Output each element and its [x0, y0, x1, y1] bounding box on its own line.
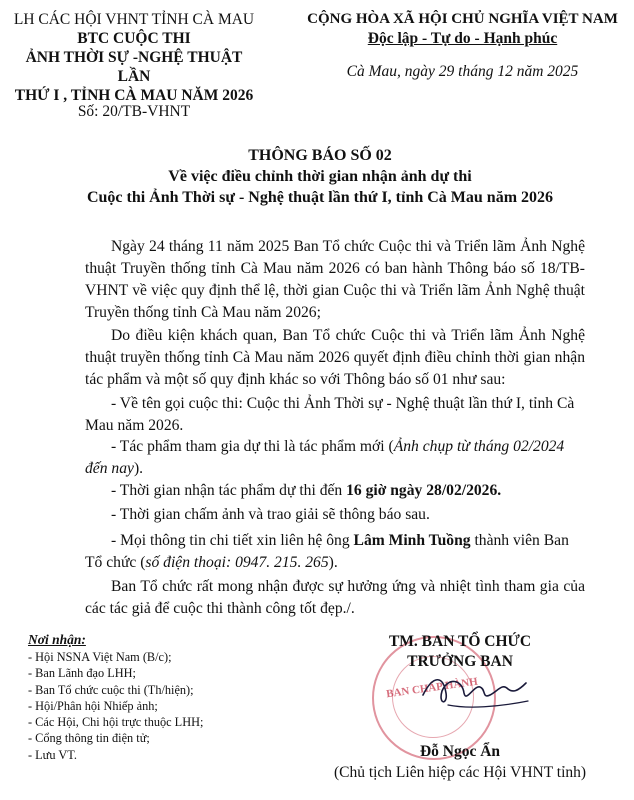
recipients-heading: Nơi nhận: [28, 632, 86, 647]
signature-block [340, 632, 580, 672]
item-judging: - Thời gian chấm ảnh và trao giải sẽ thông báo sau. [111, 506, 430, 523]
contact-phone: số điện thoại: 0947. 215. 265 [145, 554, 329, 571]
national-motto: Độc lập - Tự do - Hạnh phúc [367, 30, 558, 47]
recipient-item: - Lưu VT. [28, 747, 77, 762]
org-line-2: BTC CUỘC THI [77, 30, 191, 47]
item-eligible-works: - Tác phẩm tham gia dự thi là tác phẩm mới (Ảnh chụp từ tháng 02/2024 đến nay). [85, 438, 565, 477]
contact-name: Lâm Minh Tuồng [353, 532, 471, 549]
item-competition-name: - Về tên gọi cuộc thi: Cuộc thi Ảnh Thời sự - Nghệ thuật lần thứ I, tỉnh Cà Mau năm 2026. [85, 395, 575, 434]
eligible-period: Ảnh chụp từ tháng 02/2024 đến nay [85, 438, 565, 477]
item-contact: - Mọi thông tin chi tiết xin liên hệ ông Lâm Minh Tuồng thành viên Ban Tổ chức (số điện thoại: 0947. 215. 265). [85, 532, 569, 571]
org-line-3: ẢNH THỜI SỰ -NGHỆ THUẬT LẦN [25, 49, 243, 85]
recipient-item: - Hội NSNA Việt Nam (B/c); [28, 650, 172, 664]
signer-name: Đỗ Ngọc Ẩn [419, 743, 501, 760]
handwritten-signature [418, 665, 538, 715]
recipient-item: - Các Hội, Chi hội trực thuộc LHH; [28, 715, 204, 730]
document-number: Số: 20/TB-VHNT [77, 103, 191, 120]
document-title [40, 145, 600, 208]
recipient-item: - Hội/Phân hội Nhiếp ảnh; [28, 698, 158, 713]
national-title: CỘNG HÒA XÃ HỘI CHỦ NGHĨA VIỆT NAM [307, 11, 618, 27]
paragraph-2: Do điều kiện khách quan, Ban Tổ chức Cuộc thi và Triển lãm Ảnh Nghệ thuật truyền thống tỉnh Cà Mau năm 2026 quyết định điều chỉnh thời gian nhận tác phẩm và một số quy định khác so với Thông báo số 01 như sau: [85, 327, 585, 388]
recipient-item: - Ban Lãnh đạo LHH; [28, 666, 136, 681]
signature-title: TM. BAN TỔ CHỨC [388, 633, 532, 650]
document-date: Cà Mau, ngày 29 tháng 12 năm 2025 [346, 63, 579, 80]
org-line-1: LH CÁC HỘI VHNT TỈNH CÀ MAU [13, 11, 255, 28]
org-line-4: THỨ I , TỈNH CÀ MAU NĂM 2026 [14, 87, 254, 104]
item-submission-deadline: - Thời gian nhận tác phẩm dự thi đến 16 giờ ngày 28/02/2026. [111, 482, 502, 499]
recipient-item: - Cổng thông tin điện tử; [28, 731, 150, 746]
title-line-1: THÔNG BÁO SỐ 02 [248, 147, 392, 164]
signature-position: TRƯỞNG BAN [407, 653, 513, 670]
deadline: 16 giờ ngày 28/02/2026. [346, 482, 502, 499]
title-line-2: Về việc điều chỉnh thời gian nhận ảnh dự thi [168, 168, 472, 185]
title-line-3: Cuộc thi Ảnh Thời sự - Nghệ thuật lần thứ I, tỉnh Cà Mau năm 2026 [86, 189, 554, 206]
national-heading [295, 10, 630, 48]
recipient-item: - Ban Tổ chức cuộc thi (Th/hiện); [28, 682, 194, 697]
recipients-block [28, 632, 328, 763]
stamp-text: BAN CHẤP HÀNH [385, 675, 479, 701]
closing-paragraph: Ban Tổ chức rất mong nhận được sự hưởng ứng và nhiệt tình tham gia của các tác giả để cuộc thi thành công tốt đẹp./. [85, 578, 585, 617]
signer-role: (Chủ tịch Liên hiệp các Hội VHNT tỉnh) [333, 764, 587, 781]
paragraph-1: Ngày 24 tháng 11 năm 2025 Ban Tổ chức Cuộc thi và Triển lãm Ảnh Nghệ thuật Truyền thống tỉnh Cà Mau năm 2026 có ban hành Thông báo số 18/TB-VHNT về việc quy định thể lệ, thời gian Cuộc thi và Triển lãm Ảnh Nghệ thuật Truyền thống tỉnh Cà Mau năm 2026; [85, 238, 585, 321]
issuing-org [8, 10, 260, 105]
